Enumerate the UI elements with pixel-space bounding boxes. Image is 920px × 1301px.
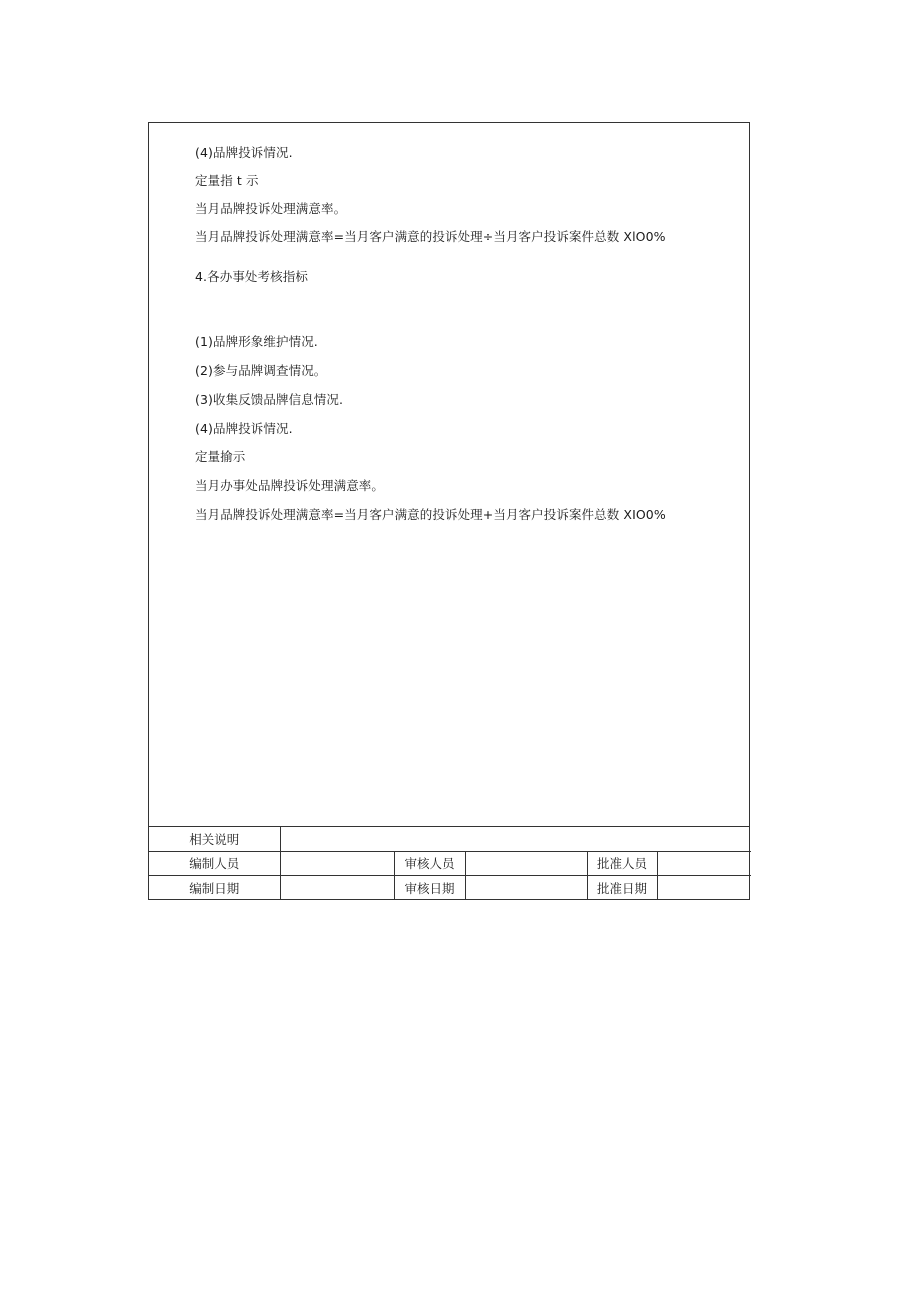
content-line: 当月品牌投诉处理满意率。 xyxy=(195,201,347,216)
content-line: (4)品牌投诉情况. xyxy=(195,145,293,160)
review-date-label: 审核日期 xyxy=(394,876,465,900)
content-line: (2)参与品牌调查情况。 xyxy=(195,363,327,378)
review-date-value[interactable] xyxy=(465,876,587,900)
author-value[interactable] xyxy=(280,851,394,875)
approver-label: 批准人员 xyxy=(587,851,657,875)
reviewer-label: 审核人员 xyxy=(394,851,465,875)
author-date-value[interactable] xyxy=(280,876,394,900)
personnel-row xyxy=(149,851,751,875)
related-value[interactable] xyxy=(280,827,751,851)
approve-date-label: 批准日期 xyxy=(587,876,657,900)
content-line: 当月品牌投诉处理满意率=当月客户满意的投诉处理+当月客户投诉案件总数 XIO0% xyxy=(195,507,666,522)
content-line: (4)品牌投诉情况. xyxy=(195,421,293,436)
related-label: 相关说明 xyxy=(149,827,280,851)
content-line: (3)收集反馈品牌信息情况. xyxy=(195,392,344,407)
content-line: 当月办事处品牌投诉处理满意率。 xyxy=(195,478,385,493)
related-row xyxy=(149,827,751,851)
author-label: 编制人员 xyxy=(149,851,280,875)
content-area xyxy=(149,123,749,827)
approve-date-value[interactable] xyxy=(657,876,751,900)
author-date-label: 编制日期 xyxy=(149,876,280,900)
content-line: 定量揄示 xyxy=(195,449,246,464)
content-line: 当月品牌投诉处理满意率=当月客户满意的投诉处理÷当月客户投诉案件总数 XlO0% xyxy=(195,229,666,244)
approval-table xyxy=(149,827,749,900)
document-sheet xyxy=(148,122,750,900)
content-line: 定量指 t 示 xyxy=(195,173,259,188)
reviewer-value[interactable] xyxy=(465,851,587,875)
date-row xyxy=(149,876,751,900)
section-heading: 4.各办事处考核指标 xyxy=(195,269,308,284)
approver-value[interactable] xyxy=(657,851,751,875)
content-line: (1)品牌形象维护情况. xyxy=(195,334,318,349)
